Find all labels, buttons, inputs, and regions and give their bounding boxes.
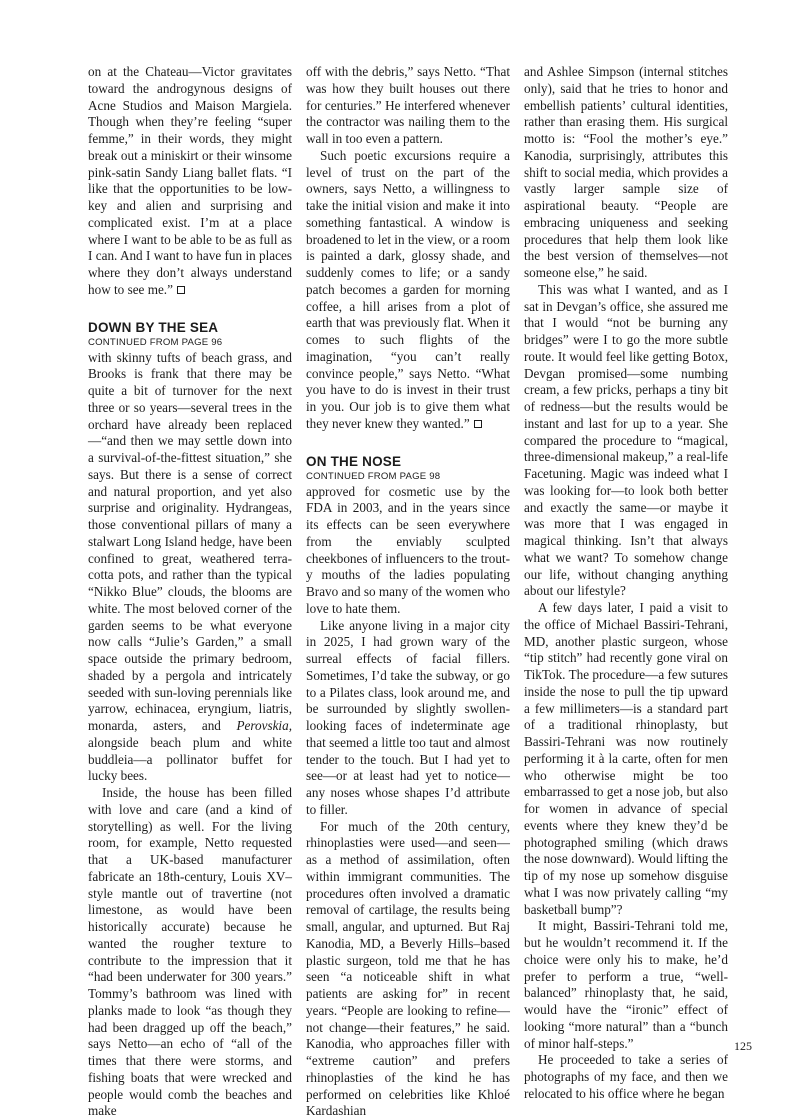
end-of-article-square-icon xyxy=(177,286,185,294)
article-end-paragraph: Such poetic excursions require a level of trust on the part of the owners, says Netto, a willingness to take the initial vision and make it into something fantastical. A window is broadened to let in the view, or a room is painted a dark, glossy shade, and suddenly comes to life; or a sandy patch becomes a garden for morning coffee, a hill arises from a plot of earth that was previously flat. When it comes to such flights of the imagination, “you can’t really convince people,” says Netto. “What you have to do is invest in their trust in you. Our job is to give them what they never knew they wanted.” xyxy=(306,148,510,433)
body-paragraph: and Ashlee Simpson (internal stitches only), said that he tries to honor and embellish patients’ cultural identities, rather than erasing them. His surgical motto is: “Fool the mother’s eye.” Kanodia, surprisingly, attributes this shift to social media, which provides a vastly larger sample size of aspirational beauty. “People are embracing uniqueness and seeking procedures that help them look like the best version of themselves—not someone else,” he said. xyxy=(524,64,728,282)
end-of-article-square-icon xyxy=(474,420,482,428)
page-number: 125 xyxy=(734,1039,752,1054)
section-heading-on-the-nose: ON THE NOSE xyxy=(306,454,510,470)
body-paragraph: off with the debris,” says Netto. “That was how they built houses out there for centuries.” He interfered whenever the contractor was nailing them to the wall in too even a pattern. xyxy=(306,64,510,148)
body-paragraph: Inside, the house has been filled with love and care (and a kind of storytelling) as well. For the living room, for example, Netto requested that a UK-based manufacturer fabricate an 18th-century, Louis XV–style mantle out of travertine (not limestone, as would have been historically accurate) because he wanted the rougher texture to contribute to the impression that it “had been underwater for 300 years.” Tommy’s bathroom was lined with planks made to look “as though they had been dragged up off the beach,” says Netto—an echo of “all of the times that there were storms, and fishing boats that were wrecked and people would comb the beaches and make xyxy=(88,785,292,1120)
text-column-2 xyxy=(306,64,510,1120)
text-column-1 xyxy=(88,64,292,1120)
italic-plant-name: Perovskia, xyxy=(236,718,292,733)
body-paragraph: with skinny tufts of beach grass, and Brooks is frank that there may be quite a bit of turnover for the next three or so years—several trees in the orchard have already been replaced—“and then we may settle down into a survival-of-the-fittest situation,” she says. But there is a sense of correct and natural proportion, and yet also surprise and originality. Hydrangeas, those conventional pillars of many a stalwart Long Island hedge, have been confined to great, weathered terra-cotta pots, and rather than the typical “Nikko Blue” clouds, the blooms are white. The most beloved corner of the garden seems to be what everyone now calls “Julie’s Garden,” a small space outside the primary bedroom, shaded by a pergola and intricately seeded with sun-loving perennials like yarrow, echinacea, eryngium, liatris, monarda, asters, and Perovskia, alongside beach plum and white buddleia—a pollinator buffet for lucky bees. xyxy=(88,350,292,786)
continued-from-label: CONTINUED FROM PAGE 96 xyxy=(88,336,292,349)
body-paragraph: A few days later, I paid a visit to the office of Michael Bassiri-Tehrani, MD, another plastic surgeon, whose “tip stitch” had recently gone viral on TikTok. The procedure—a few sutures inside the nose to pull the tip upward a few millimeters—is a standard part of a traditional rhinoplasty, but Bassiri-Tehrani was now routinely performing it à la carte, often for men who otherwise might be too embarrassed to get a nose job, but also for women in advance of special events where they knew they’d be photographed smiling (which draws the nose downward). Would lifting the tip of my nose up somehow disguise what I was now privately calling “my basketball bump”? xyxy=(524,600,728,918)
body-paragraph: This was what I wanted, and as I sat in Devgan’s office, she assured me that I would “not be burning any bridges” were I to go the more subtle route. It would feel like getting Botox, Devgan promised—some numbing cream, a few pricks, perhaps a tiny bit of redness—but the results would be instant and last for up to a year. She compared the procedure to “magical, three-dimensional makeup,” a real-life Facetuning. Magic was indeed what I was looking for—to look both better and exactly the same—or maybe it was more that I was engaged in magical thinking. Isn’t that always what we want? To somehow change our life, without changing anything about our lifestyle? xyxy=(524,282,728,600)
body-paragraph: Like anyone living in a major city in 2025, I had grown wary of the surreal effects of facial fillers. Sometimes, I’d take the subway, or go to a Pilates class, look around me, and be surrounded by slightly swollen-looking faces of indeterminate age that seemed a little too taut and almost tender to the touch. But I had yet to see—or at least had yet to notice—any noses whose shapes I’d attribute to filler. xyxy=(306,618,510,819)
article-end-paragraph: on at the Chateau—Victor gravitates toward the androgynous designs of Acne Studios and Maison Margiela. Though when they’re feeling “super femme,” in their words, they might break out a miniskirt or their winsome pink-satin Sandy Liang ballet flats. “I like that the opportunities to be low-key and alien and surprising and complicated exist. I’m at a place where I want to be able to be as full as I can. And I want to have fun in places where they don’t always understand how to see me.” xyxy=(88,64,292,299)
body-paragraph: He proceeded to take a series of photographs of my face, and then we relocated to his office where he began xyxy=(524,1052,728,1102)
body-paragraph: approved for cosmetic use by the FDA in 2003, and in the years since its effects can be seen everywhere from the enviably sculpted cheekbones of influencers to the trout-y mouths of the ladies populating Bravo and so many of the women who love to hate them. xyxy=(306,484,510,618)
section-heading-down-by-the-sea: DOWN BY THE SEA xyxy=(88,320,292,336)
text-column-3 xyxy=(524,64,728,1103)
body-paragraph: For much of the 20th century, rhinoplasties were used—and seen—as a method of assimilation, often within immigrant communities. The procedures often involved a dramatic removal of cartilage, the results being small, angular, and upturned. But Raj Kanodia, MD, a Beverly Hills–based plastic surgeon, told me that he has seen “a noticeable shift in what patients are asking for” in recent years. “People are looking to refine—not change—their features,” he said. Kanodia, who approaches filler with “extreme caution” and prefers rhinoplasties of the kind he has performed on celebrities like Khloé Kardashian xyxy=(306,819,510,1120)
continued-from-label: CONTINUED FROM PAGE 98 xyxy=(306,470,510,483)
body-paragraph: It might, Bassiri-Tehrani told me, but he wouldn’t recommend it. If the choice were only his to make, he’d prefer to perform a true, “well-balanced” rhinoplasty that, he said, would have the “ironic” effect of looking “more natural” than a “bunch of minor half-steps.” xyxy=(524,918,728,1052)
